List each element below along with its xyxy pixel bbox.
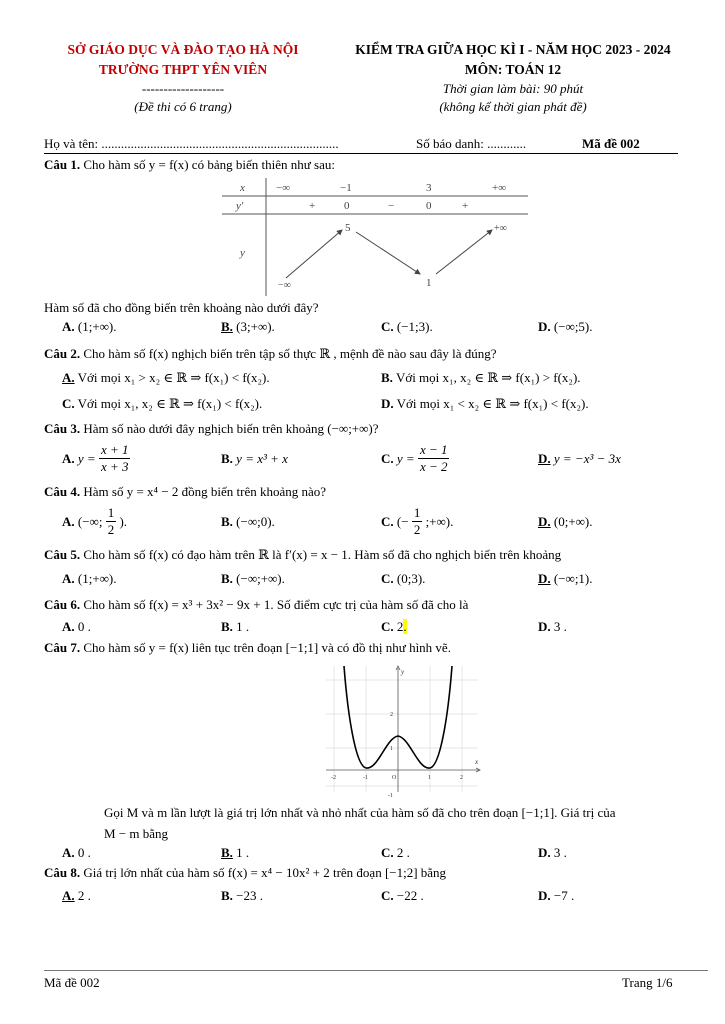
graph-grid xyxy=(326,666,478,792)
increase-arrow-2 xyxy=(436,230,492,274)
y-tick-2: 2 xyxy=(390,712,393,718)
q8-option-d[interactable] xyxy=(538,888,574,904)
question-4-label: Câu 4. xyxy=(44,484,81,499)
option-text: 0 . xyxy=(77,845,91,860)
exam-title: KIỂM TRA GIỮA HỌC KÌ I - NĂM HỌC 2023 - 2024 xyxy=(355,42,671,57)
fraction xyxy=(418,442,450,475)
decrease-arrow xyxy=(356,232,420,274)
header-dashes: ------------------- xyxy=(141,81,225,96)
option-label: B. xyxy=(221,845,233,860)
q3-option-c[interactable] xyxy=(381,442,449,475)
x-value-3: +∞ xyxy=(492,182,507,194)
highlight-mark: . xyxy=(403,619,407,634)
question-8-text: Giá trị lớn nhất của hàm số f(x) = x⁴ − 10x² + 2 trên đoạn [−1;2] bằng xyxy=(83,865,447,880)
q3-option-b[interactable] xyxy=(221,451,288,467)
x-axis-label: x xyxy=(475,758,479,766)
x-tick-2: 2 xyxy=(460,775,463,781)
question-3-text: Hàm số nào dưới đây nghịch biến trên khoảng (−∞;+∞)? xyxy=(83,421,379,436)
q4-option-b[interactable] xyxy=(221,514,275,530)
q4-option-d[interactable] xyxy=(538,514,593,530)
q4-option-a[interactable] xyxy=(62,505,127,538)
fraction-numerator: x + 1 xyxy=(100,442,129,457)
option-label: C. xyxy=(381,888,394,903)
question-7 xyxy=(44,640,451,656)
option-text: y = x³ + x xyxy=(236,451,288,466)
table-x-label: x xyxy=(240,182,245,194)
option-label: A. xyxy=(62,845,75,860)
option-label: B. xyxy=(221,451,233,466)
option-suffix: ;+∞). xyxy=(425,514,454,529)
question-8-label: Câu 8. xyxy=(44,865,81,880)
option-label: A. xyxy=(62,571,75,586)
option-text: (−1;3). xyxy=(396,319,433,334)
q8-option-a[interactable] xyxy=(62,888,91,904)
time-note: (không kể thời gian phát đề) xyxy=(439,99,587,114)
question-4 xyxy=(44,484,326,500)
option-label: A. xyxy=(62,514,75,529)
footer-divider xyxy=(44,970,708,971)
q5-option-a[interactable] xyxy=(62,571,117,587)
footer-exam-code: Mã đề 002 xyxy=(44,975,100,990)
option-label: A. xyxy=(62,319,75,334)
question-5 xyxy=(44,547,561,563)
increase-arrow-1 xyxy=(286,230,342,278)
option-label: A. xyxy=(62,888,75,903)
sign-4: + xyxy=(462,200,469,212)
question-1 xyxy=(44,157,335,173)
fraction xyxy=(99,442,131,475)
table-y-label: y xyxy=(240,247,245,259)
question-7-label: Câu 7. xyxy=(44,640,81,655)
question-2-label: Câu 2. xyxy=(44,346,81,361)
y-value-2: 1 xyxy=(426,277,432,289)
option-prefix: y = xyxy=(77,451,96,466)
student-name-field: Họ và tên: ......................................................................... xyxy=(44,136,339,151)
question-1-prompt: Hàm số đã cho đồng biến trên khoảng nào dưới đây? xyxy=(44,300,319,315)
option-text: 2 . xyxy=(77,888,91,903)
student-id-field: Số báo danh: ............ xyxy=(416,136,527,151)
q5-option-b[interactable] xyxy=(221,571,285,587)
y-value-1: 5 xyxy=(345,222,351,234)
option-text: Với mọi x₁ < x₂ ∈ ℝ ⇒ f(x₁) < f(x₂). xyxy=(396,396,589,411)
fraction xyxy=(412,505,423,538)
option-label: B. xyxy=(221,619,233,634)
option-text: (0;+∞). xyxy=(553,514,593,529)
option-text: Với mọi x₁ > x₂ ∈ ℝ ⇒ f(x₁) < f(x₂). xyxy=(77,370,270,385)
question-7-text: Cho hàm số y = f(x) liên tục trên đoạn [−1;1] và có đồ thị như hình vẽ. xyxy=(83,640,451,655)
q1-option-c[interactable] xyxy=(381,319,433,335)
origin-label: O xyxy=(392,775,397,781)
question-7-text2: Gọi M và m lần lượt là giá trị lớn nhất và nhỏ nhất của hàm số đã cho trên đoạn [−1;1]. Giá trị của xyxy=(104,805,616,820)
x-value-0: −∞ xyxy=(276,182,291,194)
option-text: −23 . xyxy=(236,888,264,903)
page-count-note: (Đề thi có 6 trang) xyxy=(134,99,232,114)
question-6-label: Câu 6. xyxy=(44,597,81,612)
question-8 xyxy=(44,865,446,881)
q5-option-d[interactable] xyxy=(538,571,593,587)
q2-option-c[interactable] xyxy=(62,396,262,412)
question-1-text: Cho hàm số y = f(x) có bảng biến thiên như sau: xyxy=(83,157,335,172)
option-prefix: (− xyxy=(396,514,409,529)
q8-option-c[interactable] xyxy=(381,888,424,904)
option-text: 1 . xyxy=(236,619,250,634)
x-tick-neg1: -1 xyxy=(363,775,368,781)
option-text: (3;+∞). xyxy=(236,319,275,334)
x-tick-1: 1 xyxy=(428,775,431,781)
option-label: A. xyxy=(62,370,75,385)
time-limit: Thời gian làm bài: 90 phút xyxy=(442,81,584,96)
fraction-numerator: 1 xyxy=(107,505,115,520)
option-label: D. xyxy=(538,514,551,529)
question-2-text: Cho hàm số f(x) nghịch biến trên tập số thực ℝ , mệnh đề nào sau đây là đúng? xyxy=(83,346,497,361)
option-label: B. xyxy=(221,888,233,903)
option-label: B. xyxy=(221,319,233,334)
q6-option-c[interactable] xyxy=(381,619,407,635)
option-label: C. xyxy=(381,571,394,586)
option-text: −22 . xyxy=(396,888,424,903)
option-label: C. xyxy=(381,319,394,334)
fraction-numerator: 1 xyxy=(413,505,421,520)
question-5-label: Câu 5. xyxy=(44,547,81,562)
option-label: C. xyxy=(381,845,394,860)
sign-0: + xyxy=(309,200,316,212)
exam-code: Mã đề 002 xyxy=(582,136,640,151)
fraction-denominator: 2 xyxy=(413,522,421,537)
option-label: C. xyxy=(62,396,75,411)
option-text: (−∞;+∞). xyxy=(236,571,285,586)
q7-option-d[interactable] xyxy=(538,845,567,861)
fraction-numerator: x − 1 xyxy=(419,442,448,457)
fraction-denominator: x + 3 xyxy=(100,459,129,474)
fraction xyxy=(106,505,117,538)
question-3-label: Câu 3. xyxy=(44,421,81,436)
q7-option-a[interactable] xyxy=(62,845,91,861)
q6-option-a[interactable] xyxy=(62,619,91,635)
option-label: D. xyxy=(538,888,551,903)
option-label: B. xyxy=(381,370,393,385)
y-value-3: +∞ xyxy=(494,223,507,234)
q1-option-a[interactable] xyxy=(62,319,117,335)
variation-table xyxy=(222,178,528,298)
option-text: −7 . xyxy=(553,888,575,903)
q8-option-b[interactable] xyxy=(221,888,263,904)
function-graph xyxy=(322,658,490,802)
option-text: 3 . xyxy=(553,845,567,860)
option-text: y = −x³ − 3x xyxy=(553,451,621,466)
option-label: D. xyxy=(538,451,551,466)
option-label: D. xyxy=(381,396,394,411)
fraction-denominator: 2 xyxy=(107,522,115,537)
option-text: Với mọi x₁, x₂ ∈ ℝ ⇒ f(x₁) > f(x₂). xyxy=(395,370,581,385)
question-6 xyxy=(44,597,468,613)
q6-option-d[interactable] xyxy=(538,619,567,635)
option-text: (−∞;1). xyxy=(553,571,593,586)
footer-page-number: Trang 1/6 xyxy=(622,975,673,990)
option-label: C. xyxy=(381,619,394,634)
option-suffix: ). xyxy=(119,514,128,529)
sign-2: − xyxy=(388,200,395,212)
question-4-text: Hàm số y = x⁴ − 2 đồng biến trên khoảng nào? xyxy=(83,484,327,499)
option-text: 2 . xyxy=(396,845,410,860)
option-text: (1;+∞). xyxy=(77,571,117,586)
q5-option-c[interactable] xyxy=(381,571,425,587)
q2-option-b[interactable] xyxy=(381,370,581,386)
y-tick-neg1: -1 xyxy=(388,793,393,799)
option-label: D. xyxy=(538,619,551,634)
option-label: A. xyxy=(62,619,75,634)
option-prefix: (−∞; xyxy=(77,514,103,529)
option-label: B. xyxy=(221,514,233,529)
question-6-text: Cho hàm số f(x) = x³ + 3x² − 9x + 1. Số điểm cực trị của hàm số đã cho là xyxy=(83,597,469,612)
option-text: 0 . xyxy=(77,619,91,634)
x-value-2: 3 xyxy=(426,182,432,194)
option-text: Với mọi x₁, x₂ ∈ ℝ ⇒ f(x₁) < f(x₂). xyxy=(77,396,263,411)
option-label: D. xyxy=(538,845,551,860)
q3-option-d[interactable] xyxy=(538,451,621,467)
x-value-1: −1 xyxy=(340,182,352,194)
option-text: (−∞;0). xyxy=(236,514,275,529)
fraction-denominator: x − 2 xyxy=(419,459,448,474)
question-5-text: Cho hàm số f(x) có đạo hàm trên ℝ là f′(x) = x − 1. Hàm số đã cho nghịch biến trên khoảng xyxy=(83,547,562,562)
option-text: 3 . xyxy=(553,619,567,634)
question-3 xyxy=(44,421,379,437)
option-label: B. xyxy=(221,571,233,586)
sign-3: 0 xyxy=(426,200,432,212)
option-label: C. xyxy=(381,514,394,529)
q1-option-b[interactable] xyxy=(221,319,275,335)
school-name: TRƯỜNG THPT YÊN VIÊN xyxy=(98,62,268,77)
subject: MÔN: TOÁN 12 xyxy=(464,62,562,77)
q2-option-a[interactable] xyxy=(62,370,270,386)
option-label: C. xyxy=(381,451,394,466)
table-yprime-label: y' xyxy=(236,200,244,212)
option-label: D. xyxy=(538,571,551,586)
question-1-label: Câu 1. xyxy=(44,157,81,172)
q1-option-d[interactable] xyxy=(538,319,593,335)
option-text: (−∞;5). xyxy=(553,319,593,334)
option-text: (0;3). xyxy=(396,571,426,586)
q2-option-d[interactable] xyxy=(381,396,589,412)
option-text: 2 xyxy=(396,619,404,634)
question-7-text3: M − m bằng xyxy=(104,826,169,841)
q4-option-c[interactable] xyxy=(381,505,453,538)
q3-option-a[interactable] xyxy=(62,442,130,475)
q7-option-b[interactable] xyxy=(221,845,249,861)
q6-option-b[interactable] xyxy=(221,619,249,635)
question-2 xyxy=(44,346,497,362)
y-value-0: −∞ xyxy=(278,280,291,291)
department-name: SỞ GIÁO DỤC VÀ ĐÀO TẠO HÀ NỘI xyxy=(67,42,299,57)
x-tick-neg2: -2 xyxy=(331,775,336,781)
sign-1: 0 xyxy=(344,200,350,212)
info-underline xyxy=(44,153,678,154)
option-text: (1;+∞). xyxy=(77,319,117,334)
y-tick-1: 1 xyxy=(390,746,393,752)
y-axis-label: y xyxy=(401,668,405,676)
option-text: 1 . xyxy=(236,845,250,860)
option-label: A. xyxy=(62,451,75,466)
option-prefix: y = xyxy=(396,451,415,466)
q7-option-c[interactable] xyxy=(381,845,410,861)
option-label: D. xyxy=(538,319,551,334)
